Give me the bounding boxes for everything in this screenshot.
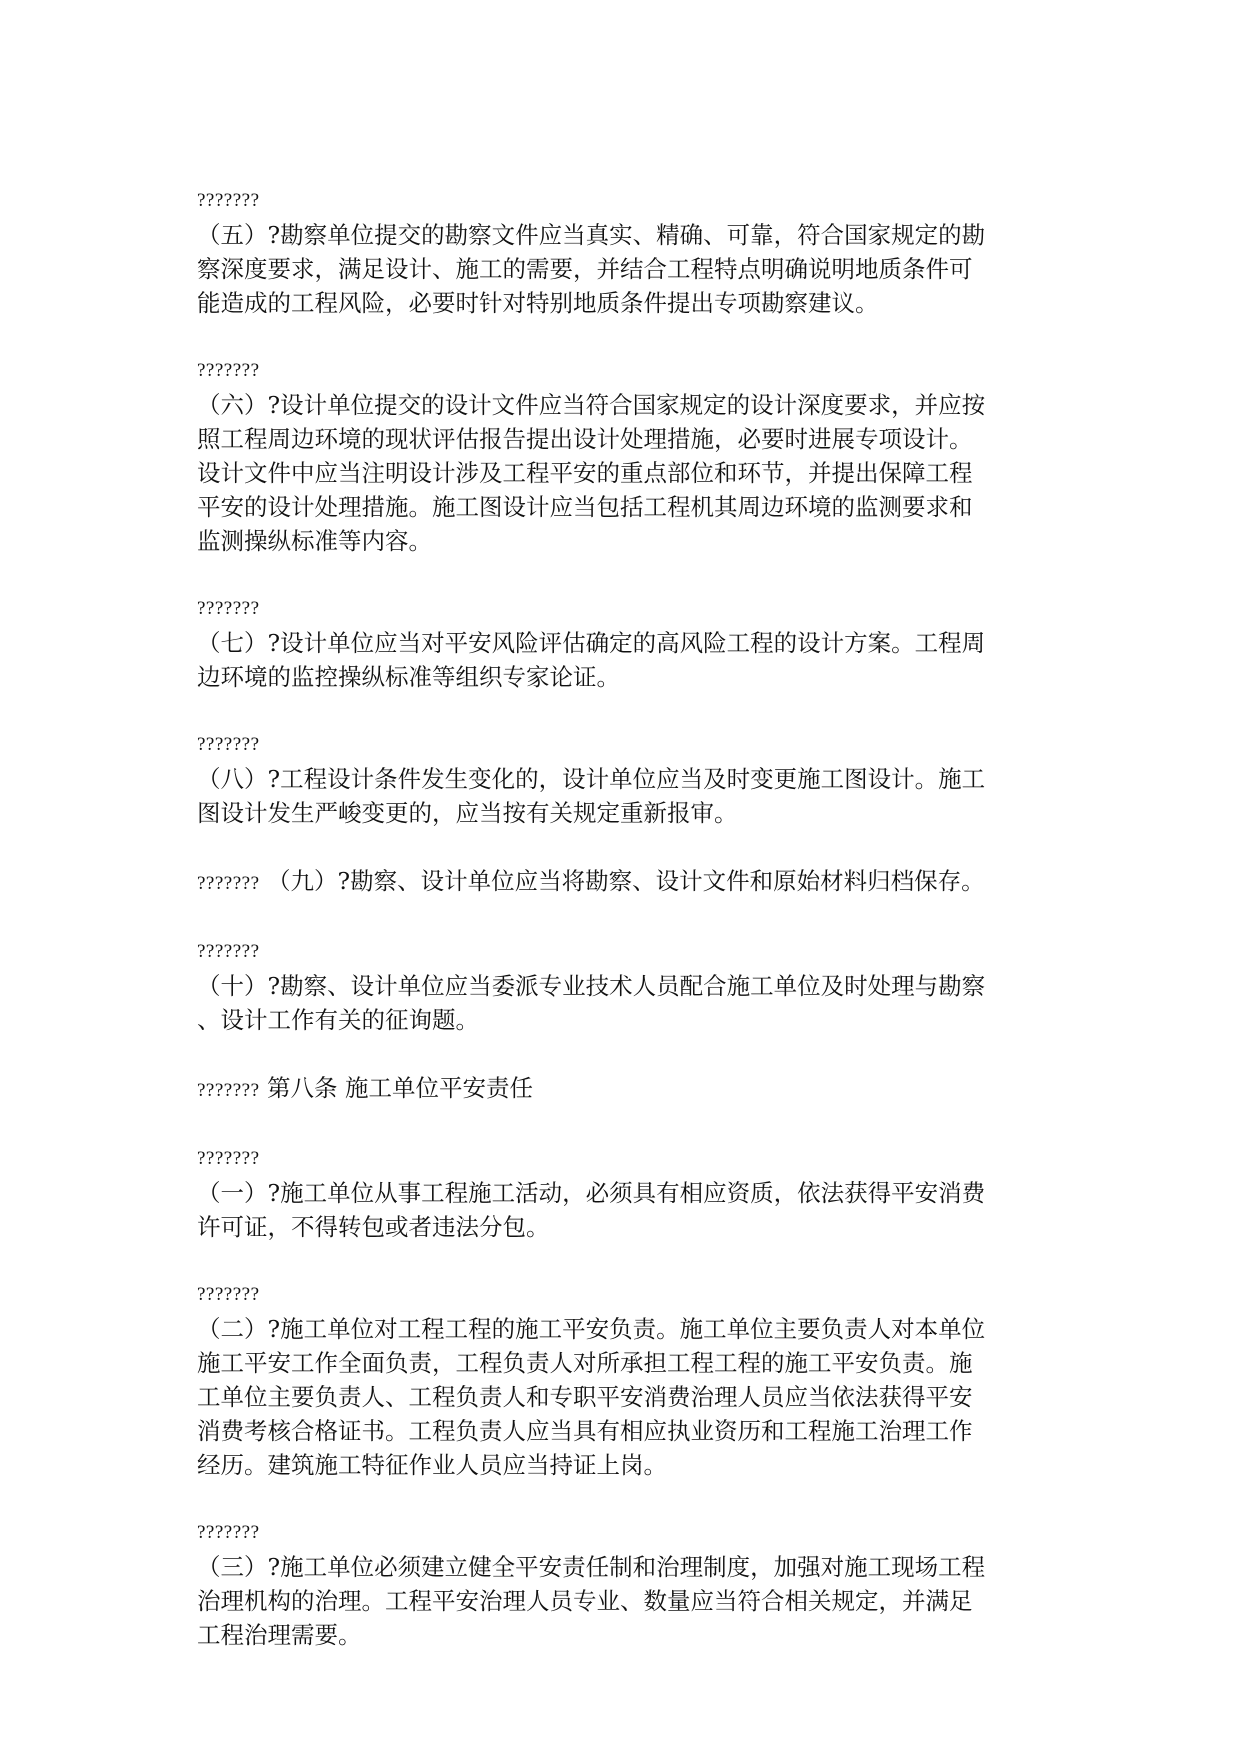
- clause-10-line-2: 、设计工作有关的征询题。: [197, 1006, 479, 1034]
- clause-10-line-1: （十）?勘察、设计单位应当委派专业技术人员配合施工单位及时处理与勘察: [197, 972, 986, 1000]
- clause-5-line-1: （五）?勘察单位提交的勘察文件应当真实、精确、可靠，符合国家规定的勘: [197, 221, 986, 249]
- placeholder-marker: ???????: [197, 360, 260, 381]
- construction-clause-1-line-1: （一）?施工单位从事工程施工活动，必须具有相应资质，依法获得平安消费: [197, 1179, 986, 1207]
- clause-9-text: （九）?勘察、设计单位应当将勘察、设计文件和原始材料归档保存。: [267, 867, 985, 895]
- article-8-heading-paragraph: [197, 1071, 1047, 1108]
- placeholder-marker: ???????: [197, 190, 260, 211]
- placeholder-marker: ???????: [197, 1284, 260, 1305]
- construction-clause-1-line-2: 许可证，不得转包或者违法分包。: [197, 1213, 550, 1241]
- clause-8-paragraph: [197, 728, 1047, 830]
- clause-6-line-5: 监测操纵标准等内容。: [197, 527, 432, 555]
- construction-clause-3-line-3: 工程治理需要。: [197, 1621, 362, 1649]
- clause-8-line-2: 图设计发生严峻变更的，应当按有关规定重新报审。: [197, 799, 738, 827]
- clause-9-paragraph: [197, 864, 1047, 901]
- clause-7-paragraph: [197, 592, 1047, 694]
- placeholder-marker: ???????: [197, 1522, 260, 1543]
- construction-clause-2-line-3: 工单位主要负责人、工程负责人和专职平安消费治理人员应当依法获得平安: [197, 1383, 973, 1411]
- placeholder-marker: ???????: [197, 873, 260, 894]
- construction-clause-3-line-2: 治理机构的治理。工程平安治理人员专业、数量应当符合相关规定，并满足: [197, 1587, 973, 1615]
- clause-5-line-2: 察深度要求，满足设计、施工的需要，并结合工程特点明确说明地质条件可: [197, 255, 973, 283]
- clause-6-line-4: 平安的设计处理措施。施工图设计应当包括工程机其周边环境的监测要求和: [197, 493, 973, 521]
- placeholder-marker: ???????: [197, 598, 260, 619]
- clause-6-paragraph: [197, 354, 1047, 558]
- construction-clause-2-line-4: 消费考核合格证书。工程负责人应当具有相应执业资历和工程施工治理工作: [197, 1417, 973, 1445]
- clause-5-paragraph: [197, 184, 1047, 320]
- document-body: [197, 184, 1047, 1686]
- placeholder-marker: ???????: [197, 734, 260, 755]
- clause-7-line-2: 边环境的监控操纵标准等组织专家论证。: [197, 663, 620, 691]
- clause-8-line-1: （八）?工程设计条件发生变化的，设计单位应当及时变更施工图设计。施工: [197, 765, 986, 793]
- construction-clause-3-paragraph: [197, 1516, 1047, 1652]
- clause-10-paragraph: [197, 935, 1047, 1037]
- clause-5-line-3: 能造成的工程风险，必要时针对特别地质条件提出专项勘察建议。: [197, 289, 879, 317]
- placeholder-marker: ???????: [197, 1080, 260, 1101]
- article-8-heading: 第八条 施工单位平安责任: [267, 1074, 534, 1102]
- clause-6-line-2: 照工程周边环境的现状评估报告提出设计处理措施，必要时进展专项设计。: [197, 425, 973, 453]
- construction-clause-3-line-1: （三）?施工单位必须建立健全平安责任制和治理制度，加强对施工现场工程: [197, 1553, 986, 1581]
- construction-clause-2-paragraph: [197, 1278, 1047, 1482]
- construction-clause-2-line-2: 施工平安工作全面负责，工程负责人对所承担工程工程的施工平安负责。施: [197, 1349, 973, 1377]
- clause-6-line-3: 设计文件中应当注明设计涉及工程平安的重点部位和环节，并提出保障工程: [197, 459, 973, 487]
- placeholder-marker: ???????: [197, 1148, 260, 1169]
- placeholder-marker: ???????: [197, 941, 260, 962]
- construction-clause-1-paragraph: [197, 1142, 1047, 1244]
- clause-7-line-1: （七）?设计单位应当对平安风险评估确定的高风险工程的设计方案。工程周: [197, 629, 986, 657]
- clause-6-line-1: （六）?设计单位提交的设计文件应当符合国家规定的设计深度要求，并应按: [197, 391, 986, 419]
- construction-clause-2-line-1: （二）?施工单位对工程工程的施工平安负责。施工单位主要负责人对本单位: [197, 1315, 986, 1343]
- construction-clause-2-line-5: 经历。建筑施工特征作业人员应当持证上岗。: [197, 1451, 667, 1479]
